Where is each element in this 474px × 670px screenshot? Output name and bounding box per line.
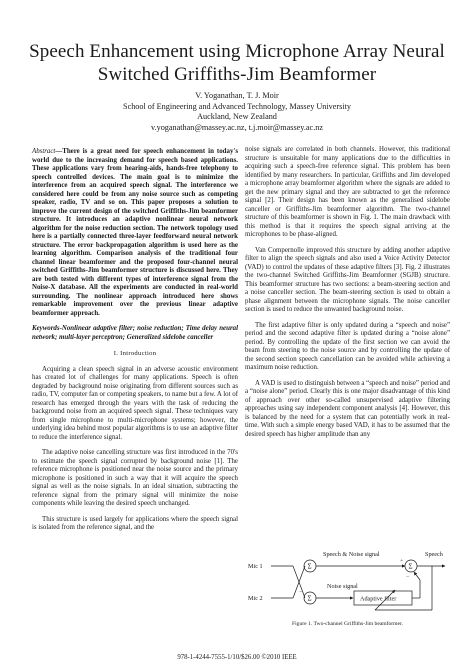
beamformer-diagram <box>245 540 450 615</box>
body-paragraph: Van Compernolle improved this structure by adding another adaptive filter to align the speech signals and also used a Voice Activity Detector (VAD) to control the updates of these adaptive filters [3]. Fig. 2 illustrates the two-channel Switched Griffiths-Jim Beamformer (SGJB) structure. This beamformer structure has two sections: a beam-steering section and a noise canceller section. The beam-steering section is used to obtain a phase alignment between the microphone signals. The noise canceller section is used to reduce the unwanted background noise. <box>245 246 450 313</box>
minus-sign-output: − <box>406 574 410 580</box>
abstract-lead: Abstract <box>32 148 56 155</box>
paper-title: Speech Enhancement using Microphone Array Neural Switched Griffiths-Jim Beamformer <box>29 41 445 85</box>
filter-to-sum <box>414 572 420 580</box>
figure-caption: Figure 1. Two-channel Griffiths-Jim beamformer. <box>292 621 403 627</box>
author-location: Auckland, New Zealand <box>197 112 277 122</box>
author-affiliation: School of Engineering and Advanced Technology, Massey University <box>123 101 351 111</box>
ieee-footer: 978-1-4244-7555-1/10/$26.00 ©2010 IEEE <box>177 654 297 661</box>
output-sum-symbol: Σ <box>408 562 413 571</box>
mic2-label: Mic 2 <box>248 595 263 602</box>
body-paragraph: noise signals are correlated in both channels. However, this traditional structure is unsuitable for many applications due to the difficulties in acquiring such a speech-free reference signal. This problem has been identified by many researchers. In particular, Griffiths and Jim developed a microphone array beamformer algorithm where the signals are added to get the new primary signal and they are subtracted to get the reference signal [2]. Their design has been known as the generalised sidelobe canceller or Griffiths-Jim beamformer algorithm. The two-channel structure of this beamformer is shown in Fig. 1. The main drawback with this method is that it requires the speech signal arriving at the microphones to be phase-aligned. <box>245 146 450 238</box>
body-paragraph: The first adaptive filter is only updated during a “speech and noise” period and the second adaptive filter is updated during a “noise alone” period. By controlling the update of the first section we can avoid the beam from steering to the noise source and by controlling the update of the second section speech cancellation can be avoided while achieving a maximum noise reduction. <box>245 321 450 371</box>
body-paragraph: A VAD is used to distinguish between a “speech and noise” period and a “noise alone” period. Clearly this is one major disadvantage of this kind of approach over other so-called unsupervised adaptive filtering approaches using say independent component analysis [4]. However, this is balanced by the need for a system that can potentially work in real-time. With such a simple energy based VAD, it has to be assumed that the desired speech has higher amplitude than any <box>245 379 450 438</box>
adaptive-filter-label: Adaptive filter <box>360 595 397 603</box>
sum-symbol-bottom: Σ <box>307 594 312 603</box>
abstract <box>32 148 238 318</box>
plus-sign: + <box>400 558 404 564</box>
section-heading: I. Introduction <box>113 350 157 357</box>
keywords: Keywords-Nonlinear adaptive filter; noise reduction; Time delay neural network; multi-layer perceptron; Generalized sidelobe canceller <box>32 325 238 341</box>
right-column <box>245 146 450 439</box>
sum-symbol-top: Σ <box>307 562 312 571</box>
minus-sign: − <box>299 589 303 595</box>
abstract-text: —There is a great need for speech enhancement in today's world due to the increasing demand for speech based applications. These applications vary from hearing-aids, hands-free telephony to speech controlled devices. The main goal is to minimize the interference from an acquired speech signal. The interference we considered here could be from any noise source such as competing speaker, radio, TV and so on. This paper proposes a solution to improve the current design of the switched Griffiths-Jim beamformer structure. It introduces an adaptive nonlinear neural network algorithm for the noise reduction section. The network topology used here is a partially connected three-layer feedforward neural network structure. The error backpropagation algorithm is used here as the learning algorithm. Comparison analysis of the traditional four channel linear beamformer and the proposed four-channel neural switched Griffiths-Jim beamformer structure is discussed here. They are both tested with different types of interference signal from the Noise-X database. All the experiments are conducted in real-world surrounding. The nonlinear approach introduced here shows remarkable improvement over the previous linear adaptive beamformer approach. <box>32 148 238 317</box>
body-paragraph: The adaptive noise cancelling structure was first introduced in the 70's to estimate the speech signal corrupted by background noise [1]. The reference microphone is positioned near the noise source and the primary microphone is positioned in such a way that it will acquire the speech signal as well as the noise signals. In an ideal situation, subtracting the reference signal from the primary signal will minimize the noise components while leaving the desired speech unchanged. <box>32 449 238 507</box>
speech-noise-label: Speech & Noise signal <box>323 551 380 558</box>
author-block <box>20 91 454 133</box>
body-paragraph: This structure is used largely for applications where the speech signal is isolated from the reference signal, and the <box>32 515 238 531</box>
noise-signal-label: Noise signal <box>327 583 358 590</box>
figure-griffiths-jim-diagram <box>245 540 450 615</box>
author-emails: v.yoganathan@massey.ac.nz, t.j.moir@massey.ac.nz <box>151 122 323 132</box>
speech-output-label: Speech <box>425 551 443 558</box>
left-column <box>32 148 238 533</box>
author-names: V. Yoganathan, T. J. Moir <box>195 91 279 100</box>
body-paragraph: Acquiring a clean speech signal in an adverse acoustic environment has created lot of challenges for many applications. Speech is often degraded by background noise originating from different sources such as radio, TV, computer fan or competing speakers, to name but a few. A lot of research has emerged through the years with the task of reducing the background noise from an acquired speech signal. These techniques vary from single microphone to multi-microphone systems; however, the underlying idea behind most popular algorithms is to use an adaptive filter to reduce the interference signal. <box>32 365 238 441</box>
mic1-label: Mic 1 <box>248 563 263 570</box>
